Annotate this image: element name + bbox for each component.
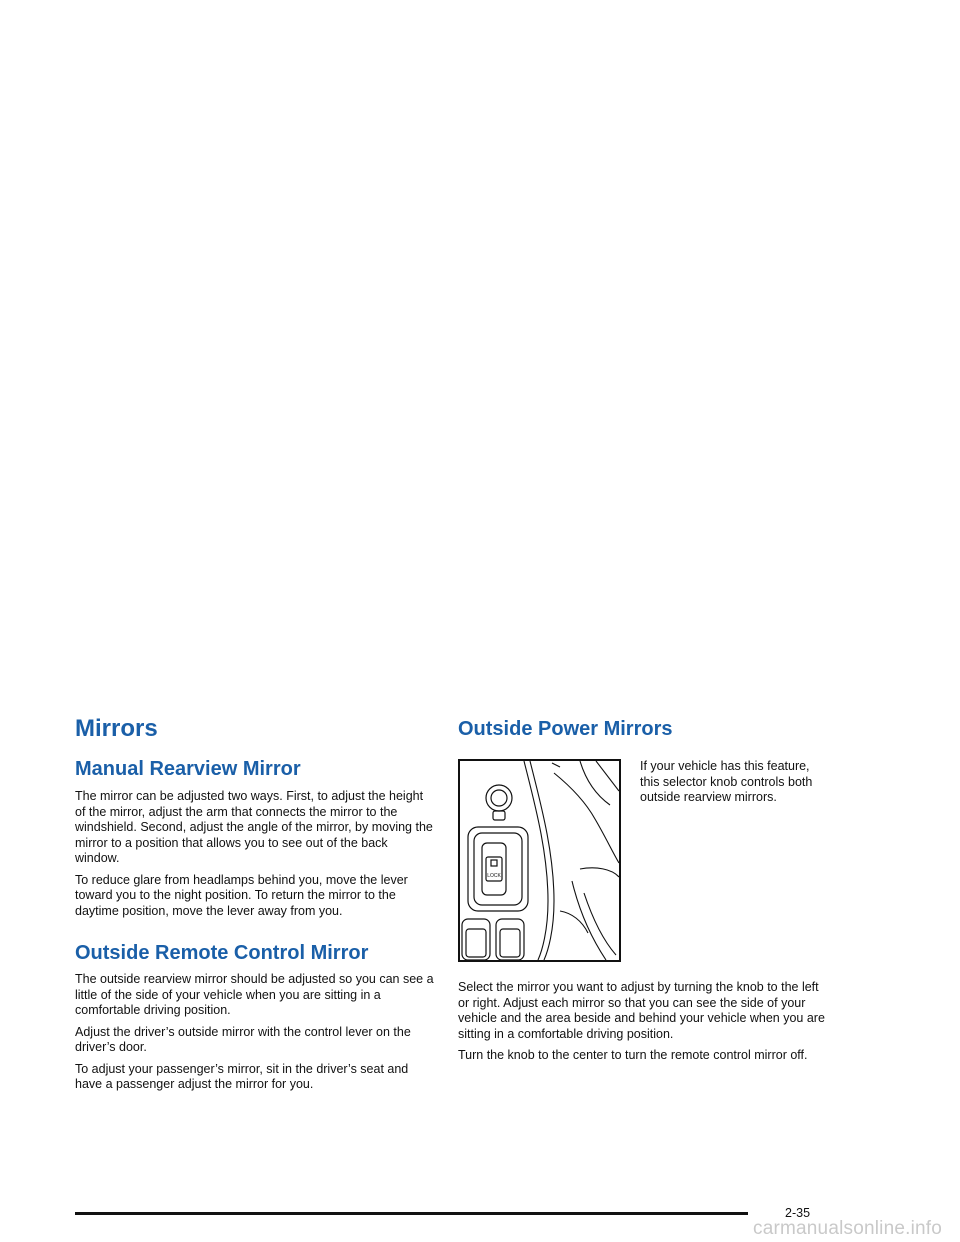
figure-row: [458, 759, 830, 965]
door-panel-drawing: [460, 761, 619, 960]
right-column: [458, 713, 830, 1062]
remote-mirror-paragraph-1: The outside rearview mirror should be adjusted so you can see a little of the side of your vehicle when you are sitting in a comfortable driving position.: [75, 972, 434, 1017]
outside-remote-control-mirror-heading: Outside Remote Control Mirror: [75, 942, 369, 964]
watermark: carmanualsonline.info: [753, 1218, 943, 1239]
remote-mirror-paragraph-3: To adjust your passenger’s mirror, sit in the driver’s seat and have a passenger adjust the mirror for you.: [75, 1061, 409, 1091]
outside-power-mirrors-heading: Outside Power Mirrors: [458, 718, 673, 740]
manual-rearview-mirror-heading: Manual Rearview Mirror: [75, 758, 301, 780]
power-mirror-control-illustration: [458, 759, 621, 962]
manual-mirror-paragraph-1: The mirror can be adjusted two ways. First, to adjust the height of the mirror, adjust the arm that connects the mirror to the windshield. Second, adjust the angle of the mirror, by moving the mirror to a position that allows you to see out of the back window.: [75, 789, 433, 865]
manual-mirror-paragraph-2: To reduce glare from headlamps behind you, move the lever toward you to the night position. To return the mirror to the daytime position, move the lever away from you.: [75, 872, 408, 918]
left-column: [75, 713, 435, 1093]
power-mirror-paragraph-2: Turn the knob to the center to turn the remote control mirror off.: [458, 1048, 808, 1062]
power-mirror-text: [458, 980, 830, 1064]
figure-caption: If your vehicle has this feature, this selector knob controls both outside rearview mirrors.: [640, 759, 813, 804]
power-mirror-paragraph-1: Select the mirror you want to adjust by turning the knob to the left or right. Adjust each mirror so that you can see the side of your vehicle and the area beside and behind your vehicle when you are sitting in a comfortable driving position.: [458, 980, 825, 1041]
lock-label: LOCK: [487, 873, 501, 879]
footer-rule: [75, 1212, 748, 1215]
remote-mirror-paragraph-2: Adjust the driver’s outside mirror with the control lever on the driver’s door.: [75, 1024, 411, 1054]
page-title: Mirrors: [75, 715, 158, 742]
page-number: 2-35: [785, 1206, 811, 1220]
